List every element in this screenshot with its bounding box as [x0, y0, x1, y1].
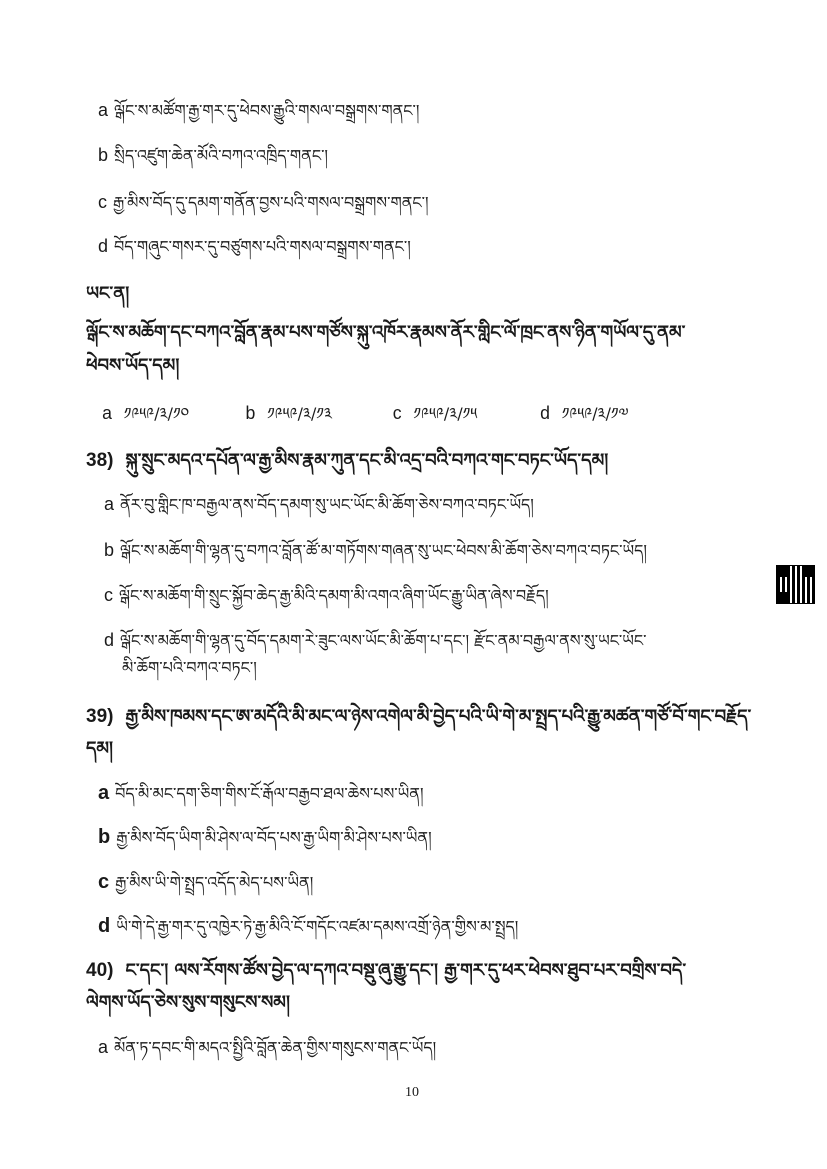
option-d [98, 236, 411, 258]
option-label: a [98, 782, 110, 804]
option-label: d [98, 915, 111, 937]
date-option-a [102, 403, 189, 425]
option-c [98, 192, 429, 214]
option-label: a [98, 100, 109, 120]
option-text: ནོར་བུ་གླིང་ཁ་བརྒྱལ་ནས་བོད་དམག་སུ་ཡང་ཡོང་མི་ཆོག་ཅེས་བཀའ་བཏང་ཡོད། [120, 495, 534, 514]
question-prompt-line2: ཕེབས་ཡོད་དམ། [86, 355, 180, 376]
q39-option-d [98, 914, 518, 938]
question-text: སྐུ་སྲུང་མདའ་དཔོན་ལ་རྒྱ་མིས་རྣམ་ཀུན་དང་མི་འདྲ་བའི་བཀའ་གང་བཏང་ཡོད་དམ། [125, 450, 609, 471]
question-number: 40) [86, 960, 114, 981]
question-40-title-continued: ལེགས་ཡོད་ཅེས་སུས་གསུངས་སམ། [86, 992, 290, 1013]
q40-option-a [98, 1037, 436, 1059]
q39-option-c [98, 870, 313, 894]
option-label: c [98, 192, 107, 212]
q38-option-c [104, 585, 549, 607]
q39-option-b [98, 825, 432, 849]
date-value: ༡༩༥༩/༣/༡༥ [413, 404, 478, 423]
question-39-title-continued: དམ། [86, 738, 114, 759]
option-label: d [540, 403, 550, 423]
option-text: ལྒོང་ས་མཚོག་རྒྱ་གར་དུ་ཕེབས་རྒྱུའི་གསལ་བསྒྲགས་གནང་། [114, 101, 420, 120]
alternative-heading: ཡང་ན། [86, 283, 130, 304]
date-value: ༡༩༥༩/༣/༡༠ [123, 404, 190, 423]
date-value: ༡༩༥༩/༣/༡༧ [561, 404, 629, 423]
qr-code-icon [777, 566, 814, 603]
q39-option-a [98, 781, 424, 805]
option-label: b [104, 540, 115, 560]
option-label: b [98, 145, 109, 165]
q38-option-b [104, 540, 647, 562]
option-text: རྒྱ་མིས་བོད་དུ་དམག་གནོན་བྱས་པའི་གསལ་བསྒྲགས་གནང་། [113, 193, 429, 212]
date-options [0, 403, 812, 429]
option-label: d [98, 236, 109, 256]
option-label: a [102, 403, 112, 423]
question-text: ང་དང་། ལས་རོགས་ཚོས་བྱེད་ལ་དཀའ་བསྡུ་ཞུ་རྒྱུ་དང་། རྒྱ་གར་དུ་ཕར་ཕེབས་ཐུབ་པར་བགྲིས་བདེ་ [125, 960, 687, 981]
option-text: ཡི་གེ་དེ་རྒྱ་གར་དུ་འཁྱེར་ཏེ་རྒྱ་མིའི་ངོ་གདོང་འཛམ་དམས་འགྲོ་ཉེན་གྱིས་མ་སྤྲད། [116, 917, 519, 936]
option-text: རྒྱ་མིས་ཡི་གེ་སྤྲད་འདོད་མེད་པས་ཡིན། [115, 873, 314, 892]
option-label: b [245, 403, 256, 423]
date-value: ༡༩༥༩/༣/༡༣ [267, 404, 333, 423]
option-text: རྒྱ་མིས་བོད་ཡིག་མི་ཤེས་ལ་བོད་པས་རྒྱ་ཡིག་མི་ཤེས་པས་ཡིན། [116, 828, 432, 847]
option-text: ལྒོང་ས་མཆོག་གི་སྲུང་སྐྱོབ་ཆེད་རྒྱ་མིའི་དམག་མི་འགའ་ཞིག་ཡོང་རྒྱུ་ཡིན་ཞེས་བརྗོད། [119, 586, 549, 605]
date-option-b [246, 403, 333, 425]
question-38-title [86, 450, 608, 473]
option-label: a [98, 1037, 109, 1057]
option-text: མོན་ཏ་དབང་གི་མདའ་སྤྱིའི་བློན་ཆེན་གྱིས་གསུངས་གནང་ཡོད། [114, 1038, 437, 1057]
question-prompt-line1: ལྒོང་ས་མཆོག་དང་བཀའ་བློན་རྣམ་པས་གཙོས་སྐུ་འཁོར་རྣམས་ནོར་གླིང་ལོ་ཁྲང་ནས་ཉིན་གཡོལ་དུ་ནམ་ [86, 322, 686, 343]
q38-option-d-continued: མི་ཆོག་པའི་བཀའ་བཏང་། [122, 658, 257, 677]
option-text: བོད་མི་མང་དག་ཅིག་གིས་ངོ་རྒོལ་བརྒྱབ་ཐལ་ཆེས་པས་ཡིན། [115, 784, 424, 803]
option-text: སྲིད་འཛུག་ཆེན་མོའི་བཀའ་འཁྲིད་གནང་། [114, 146, 328, 165]
q38-option-a [104, 494, 534, 516]
option-a [98, 100, 419, 122]
option-text: བོད་གཞུང་གསར་དུ་བཙུགས་པའི་གསལ་བསྒྲགས་གནང་། [114, 237, 411, 256]
question-number: 38) [86, 450, 114, 471]
option-label: b [98, 826, 111, 848]
option-text: ལྒོང་ས་མཆོག་གི་ལྷན་དུ་བོད་དམག་རེ་ཟུང་ལས་ཡོང་མི་ཆོག་པ་དང་། རྫོང་ནམ་བརྒྱལ་ནས་སུ་ཡང་ཡོང་ [120, 631, 647, 650]
question-39-title [86, 706, 751, 729]
option-label: d [104, 630, 115, 650]
question-number: 39) [86, 706, 114, 727]
question-text: རྒྱ་མིས་ཁམས་དང་ཨ་མདོའི་མི་མང་ལ་ཉེས་འགེལ་མི་བྱེད་པའི་ཡི་གེ་མ་སྤྲད་པའི་རྒྱུ་མཚན་གཙོ་བོ་གང་བརྗོད་ [125, 706, 752, 727]
page-number: 10 [405, 1085, 419, 1100]
date-option-d [540, 403, 628, 425]
date-option-c [393, 403, 477, 425]
option-label: a [104, 494, 115, 514]
q38-option-d [104, 630, 646, 652]
option-b [98, 145, 328, 167]
option-label: c [98, 871, 110, 893]
option-label: c [392, 403, 402, 423]
question-40-title [86, 960, 686, 983]
option-text: ལྒོང་ས་མཆོག་གི་ལྷན་དུ་བཀའ་བློན་ཚོ་མ་གཏོགས་གཞན་སུ་ཡང་ཕེབས་མི་ཆོག་ཅེས་བཀའ་བཏང་ཡོད། [120, 541, 647, 560]
option-label: c [104, 585, 113, 605]
